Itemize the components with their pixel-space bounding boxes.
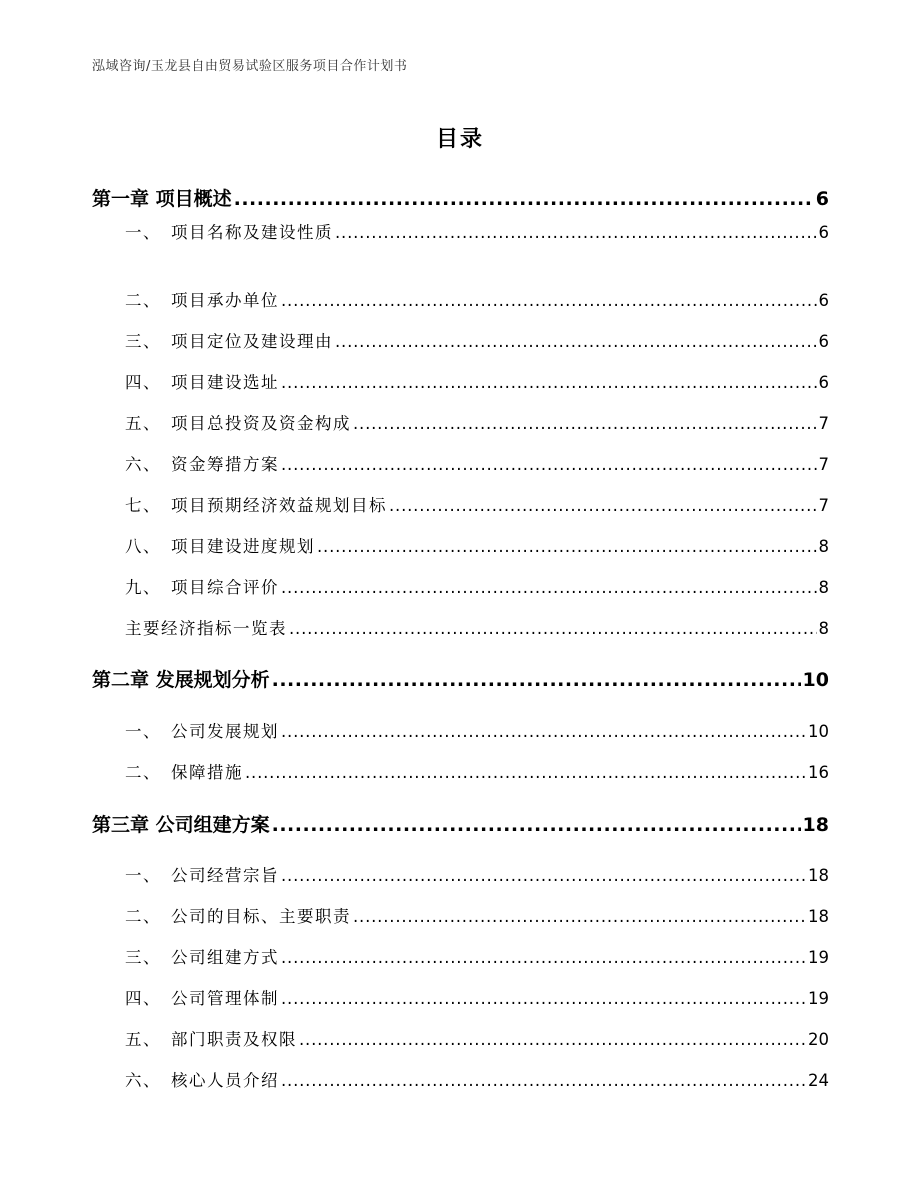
toc-entry-number: 八、 [125, 537, 161, 556]
toc-entry-label [92, 810, 270, 837]
toc-section-entry[interactable] [125, 985, 829, 1007]
toc-entry-number: 四、 [125, 989, 161, 1008]
toc-entry-label [125, 328, 333, 352]
toc-section-entry[interactable] [125, 1067, 829, 1089]
toc-dot-leader [281, 948, 806, 967]
toc-dot-leader [245, 763, 806, 782]
toc-entry-text: 公司发展规划 [171, 722, 279, 741]
toc-page-number: 19 [808, 989, 829, 1008]
toc-page-number: 18 [802, 814, 829, 836]
toc-section-entry[interactable] [125, 533, 829, 555]
toc-entry-text: 项目名称及建设性质 [171, 223, 333, 242]
toc-entry-text: 项目建设选址 [171, 373, 279, 392]
running-header: 泓域咨询/玉龙县自由贸易试验区服务项目合作计划书 [92, 59, 408, 74]
toc-entry-text: 项目综合评价 [171, 578, 279, 597]
toc-entry-label [125, 410, 351, 434]
toc-page-number: 6 [818, 223, 829, 242]
toc-section-entry[interactable] [125, 759, 829, 781]
toc-entry-label [125, 533, 315, 557]
toc-page-number: 24 [808, 1071, 829, 1090]
toc-dot-leader [281, 989, 806, 1008]
toc-entry-label [125, 903, 351, 927]
toc-entry-text: 公司管理体制 [171, 989, 279, 1008]
toc-section-entry[interactable] [125, 718, 829, 740]
toc-dot-leader [281, 455, 817, 474]
toc-entry-text: 公司经营宗旨 [171, 866, 279, 885]
toc-entry-label [125, 1026, 297, 1050]
toc-entry-label [125, 451, 279, 475]
toc-page-number: 16 [808, 763, 829, 782]
toc-entry-text: 项目预期经济效益规划目标 [171, 496, 387, 515]
toc-entry-label [92, 665, 270, 692]
toc-entry-number: 二、 [125, 907, 161, 926]
toc-entry-text: 资金筹措方案 [171, 455, 279, 474]
toc-page-number: 8 [818, 537, 829, 556]
toc-dot-leader [289, 619, 817, 638]
toc-section-entry[interactable] [125, 615, 829, 637]
toc-page-number: 20 [808, 1030, 829, 1049]
toc-title: 目录 [435, 127, 484, 152]
toc-page-number: 10 [802, 669, 829, 691]
toc-entry-label [125, 944, 279, 968]
toc-entry-text: 部门职责及权限 [171, 1030, 297, 1049]
toc-dot-leader [389, 496, 817, 515]
toc-dot-leader [281, 1071, 806, 1090]
toc-dot-leader [281, 866, 806, 885]
toc-entry-number: 六、 [125, 1071, 161, 1090]
toc-page-number: 6 [818, 332, 829, 351]
toc-entry-number: 一、 [125, 866, 161, 885]
toc-entry-label [125, 369, 279, 393]
toc-entry-label [125, 862, 279, 886]
toc-page-number: 18 [808, 866, 829, 885]
toc-dot-leader [335, 223, 817, 242]
toc-dot-leader [281, 291, 817, 310]
toc-entry-text: 核心人员介绍 [171, 1071, 279, 1090]
toc-entry-number: 四、 [125, 373, 161, 392]
toc-page-number: 7 [818, 455, 829, 474]
toc-entry-text: 主要经济指标一览表 [125, 619, 287, 638]
toc-entry-text: 第二章 发展规划分析 [92, 669, 270, 691]
toc-entry-text: 公司组建方式 [171, 948, 279, 967]
toc-entry-number: 一、 [125, 722, 161, 741]
toc-section-entry[interactable] [125, 903, 829, 925]
toc-section-entry[interactable] [125, 328, 829, 350]
toc-entry-label [125, 219, 333, 243]
toc-dot-leader [353, 414, 817, 433]
toc-section-entry[interactable] [125, 451, 829, 473]
toc-page-number: 7 [818, 496, 829, 515]
toc-section-entry[interactable] [125, 862, 829, 884]
toc-section-entry[interactable] [125, 1026, 829, 1048]
toc-page-number: 6 [818, 373, 829, 392]
toc-entry-text: 项目承办单位 [171, 291, 279, 310]
toc-entry-number: 二、 [125, 291, 161, 310]
toc-page-number: 6 [818, 291, 829, 310]
toc-entry-label [125, 1067, 279, 1091]
toc-entry-number: 二、 [125, 763, 161, 782]
toc-section-entry[interactable] [125, 410, 829, 432]
toc-dot-leader [234, 188, 814, 210]
toc-entry-label [125, 574, 279, 598]
toc-page-number: 18 [808, 907, 829, 926]
toc-page-number: 7 [818, 414, 829, 433]
toc-dot-leader [272, 669, 801, 691]
toc-entry-text: 第三章 公司组建方案 [92, 814, 270, 836]
toc-entry-number: 三、 [125, 332, 161, 351]
toc-dot-leader [299, 1030, 806, 1049]
toc-entry-number: 一、 [125, 223, 161, 242]
toc-chapter-entry[interactable] [92, 184, 829, 210]
toc-entry-text: 保障措施 [171, 763, 243, 782]
toc-page-number: 10 [808, 722, 829, 741]
toc-entry-number: 五、 [125, 414, 161, 433]
toc-entry-number: 三、 [125, 948, 161, 967]
toc-entry-label [125, 985, 279, 1009]
toc-section-entry[interactable] [125, 944, 829, 966]
toc-entry-text: 项目总投资及资金构成 [171, 414, 351, 433]
toc-entry-number: 五、 [125, 1030, 161, 1049]
toc-entry-text: 公司的目标、主要职责 [171, 907, 351, 926]
toc-page-number: 19 [808, 948, 829, 967]
toc-dot-leader [281, 722, 806, 741]
toc-entry-text: 项目建设进度规划 [171, 537, 315, 556]
toc-entry-text: 项目定位及建设理由 [171, 332, 333, 351]
toc-page-number: 8 [818, 578, 829, 597]
toc-dot-leader [281, 578, 817, 597]
toc-chapter-entry[interactable] [92, 810, 829, 836]
toc-dot-leader [272, 814, 801, 836]
toc-chapter-entry[interactable] [92, 665, 829, 691]
toc-entry-label [92, 184, 232, 211]
toc-entry-label [125, 759, 243, 783]
toc-dot-leader [281, 373, 817, 392]
toc-dot-leader [335, 332, 817, 351]
toc-dot-leader [317, 537, 817, 556]
toc-entry-label [125, 718, 279, 742]
toc-page-number: 8 [818, 619, 829, 638]
toc-entry-number: 六、 [125, 455, 161, 474]
toc-section-entry[interactable] [125, 574, 829, 596]
toc-section-entry[interactable] [125, 219, 829, 241]
toc-entry-label [125, 287, 279, 311]
toc-dot-leader [353, 907, 806, 926]
toc-entry-number: 七、 [125, 496, 161, 515]
toc-page-number: 6 [815, 188, 829, 210]
toc-section-entry[interactable] [125, 287, 829, 309]
toc-section-entry[interactable] [125, 492, 829, 514]
toc-entry-number: 九、 [125, 578, 161, 597]
toc-entry-label [125, 615, 287, 639]
toc-entry-text: 第一章 项目概述 [92, 188, 232, 210]
toc-entry-label [125, 492, 387, 516]
toc-section-entry[interactable] [125, 369, 829, 391]
